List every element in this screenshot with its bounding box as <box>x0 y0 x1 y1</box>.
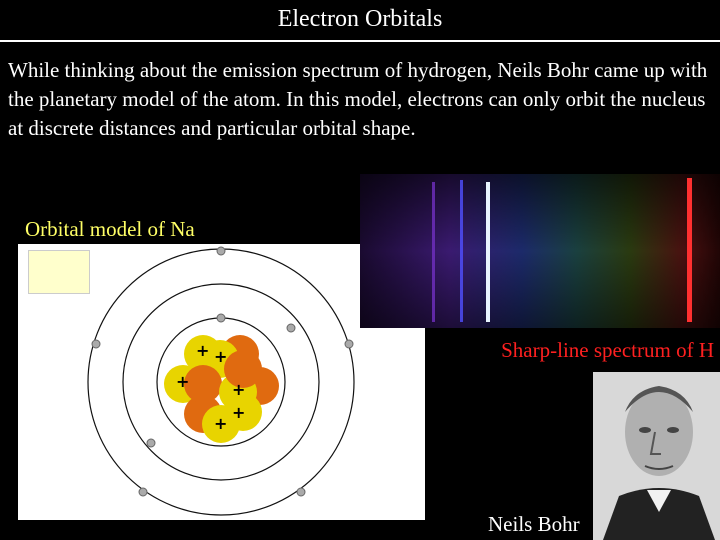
sticky-note-image <box>28 250 90 294</box>
violet-line <box>432 182 435 322</box>
neutron <box>184 365 222 403</box>
hydrogen-spectrum-image <box>360 174 720 328</box>
electron <box>217 247 225 255</box>
slide-body-text: While thinking about the emission spectrum of hydrogen, Neils Bohr came up with the planetary model of the atom. In this model, electrons can only orbit the nucleus at discrete distances and particular orbital shape. <box>8 58 708 140</box>
red-line <box>687 178 692 322</box>
plus-sign: + <box>214 414 228 433</box>
plus-sign: + <box>176 372 190 391</box>
plus-sign: + <box>232 403 246 422</box>
electron <box>217 314 225 322</box>
plus-sign: + <box>214 347 228 366</box>
electron <box>92 340 100 348</box>
electron <box>345 340 353 348</box>
slide-title: Electron Orbitals <box>277 6 443 32</box>
bohr-caption: Neils Bohr <box>488 512 580 536</box>
cyan-line <box>486 182 490 322</box>
spectrum-caption: Sharp-line spectrum of H <box>501 338 714 362</box>
electron <box>297 488 305 496</box>
plus-sign: + <box>196 341 210 360</box>
violet-line <box>460 180 463 322</box>
electron <box>287 324 295 332</box>
electron <box>139 488 147 496</box>
plus-sign: + <box>232 380 246 399</box>
electron <box>147 439 155 447</box>
atom-model-caption: Orbital model of Na <box>25 217 195 241</box>
bohr-portrait-image <box>593 372 720 540</box>
title-bar <box>0 0 720 42</box>
